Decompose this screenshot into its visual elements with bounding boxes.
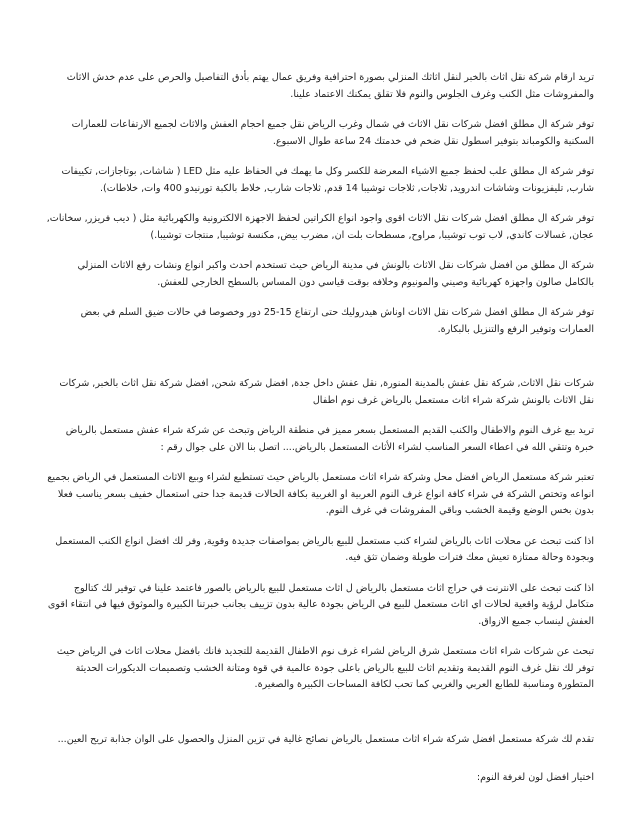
paragraph-moving-khobar: تريد ارقام شركة نقل اثاث بالخبر لنقل اثاثك المنزلي بصورة احترافية وفريق عمال يهتم بأدق التفاصيل والحرص على عدم خدش الاثاث والمفروشات مثل الكنب وغرف الجلوس والنوم فلا تقلق يمكنك الاعتماد علينا.	[66, 72, 594, 100]
paragraph-used-sofas: اذا كنت تبحث عن محلات اثاث بالرياض لشراء كنب مستعمل للبيع بالرياض بمواصفات جديدة وقوية, وفر لك افضل انواع الكنب المستعمل وبجودة وحالة ممتازة تعيش معك فترات طويلة وضمان تثق فيه.	[55, 535, 594, 563]
paragraph-cartons: توفر شركة ال مطلق افضل شركات نقل الاثاث اقوى واجود انواع الكراتين لحفظ الاجهزة الالكترونية والكهربائية مثل ( ديب فريزر, سخانات, عجان, غسالات كاندي, لاب توب توشيبا, مراوح, مسطحات بلت ان, مضرب بيض, مكنسة توشيبا, منتجات توشيبا.)	[46, 213, 594, 241]
paragraph-decor-tips: تقدم لك شركة مستعمل افضل شركة شراء اثاث مستعمل بالرياض نصائح غالية في تزين المنزل والحصول على الوان جذابة تريح العين...	[57, 733, 594, 745]
paragraph-fragile-items: توفر شركة ال مطلق علب لحفظ جميع الاشياء المعرضة للكسر وكل ما يهمك في الحفاظ عليه مثل LED ( شاشات, بوتاجازات, تكييفات شارب, تليفزيونات وشاشات اندرويد, ثلاجات, ثلاجات توشيبا 14 قدم, ثلاجات شارب, خلاط بالكبة تورنيدو 400 وات, خلاطات).	[61, 166, 594, 194]
paragraph-hydraulic-winch: توفر شركة ال مطلق افضل شركات نقل الاثاث اوناش هيدروليك حتى ارتفاع 15-25 دور وخصوصا في حالات ضيق السلم في بعض العمارات وتوفير الرفع والتنزيل بالبكارة.	[80, 307, 594, 335]
section-heading: اختيار افضل لون لغرفة النوم:	[476, 772, 594, 783]
paragraph-sell-bedrooms: تريد بيع غرف النوم والاطفال والكنب القديم المستعمل بسعر مميز في منطقة الرياض وتبحث عن شركة شراء عفش مستعمل بالرياض خبرة وتتقي الله في اعطاء السعر المناسب لشراء الأثاث المستعمل بالرياض.... اتصل بنا الان على جوال رقم :	[65, 425, 594, 453]
paragraph-winch-moving: شركة ال مطلق من افضل شركات نقل الاثاث بالونش في مدينة الرياض حيث تستخدم احدث واكبر انواع ونشات رفع الاثاث المنزلي بالكامل صالون واجهزة كهربائية وصيني والمونيوم وخلافه بوقت قياسي دون المساس بالسطح الخارجي للعفش.	[77, 260, 594, 288]
paragraph-used-furniture-shop: تعتبر شركة مستعمل الرياض افضل محل وشركة شراء اثاث مستعمل بالرياض حيث تستطيع لشراء وبيع الاثاث المستعمل في الرياض بجميع انواعه وتختص الشركة في شراء كافة انواع غرف النوم العربية او الغربية بكافة الحالات قديمة جدا حتى استعمال خفيف بسعر يناسب فعلا بدون بخس الوضع وقيمة الخشب وباقي المفروشات في غرف النوم.	[47, 472, 594, 516]
paragraph-riyadh-moving-fleet: توفر شركة ال مطلق افضل شركات نقل الاثاث في شمال وغرب الرياض نقل جميع احجام العفش والاثاث لجميع الارتفاعات للعمارات السكنية والكومباند بتوفير اسطول نقل ضخم في خدمتك 24 ساعة طوال الاسبوع.	[71, 119, 594, 147]
paragraph-east-riyadh: تبحث عن شركات شراء اثاث مستعمل شرق الرياض لشراء غرف نوم الاطفال القديمة للتجديد فانك بافضل محلات اثاث في الرياض حيث توفر لك نقل غرف النوم القديمة وتقديم اثاث للبيع بالرياض باعلى جودة عالمية في قوة ومتانة الخشب وتصميمات الديكورات الحديثة المتطورة ومناسبة للطابع العربي والغربي كما تحب لكافة المساحات الكبيرة والصغيرة.	[56, 646, 594, 690]
paragraph-keywords: شركات نقل الاثاث, شركة نقل عفش بالمدينة المنورة, نقل عفش داخل جدة, افضل شركة شحن, افضل شركة نقل اثاث بالخبر, شركات نقل الاثاث بالونش شركة شراء اثاث مستعمل بالرياض غرف نوم اطفال	[59, 378, 594, 406]
paragraph-online-haraj: اذا كنت تبحث على الانترنت في حراج اثاث مستعمل بالرياض ل اثاث مستعمل للبيع بالرياض بالصور فاعتمد علينا في توفير لك كتالوج متكامل لرؤية واقعية لحالات اي اثاث مستعمل للبيع في الرياض بجودة عالية بدون تزييف بجانب خبرتنا الكبيرة والموثوق فيها في انتقاء اقوى العفش لينساب جميع الازواق.	[47, 582, 594, 627]
